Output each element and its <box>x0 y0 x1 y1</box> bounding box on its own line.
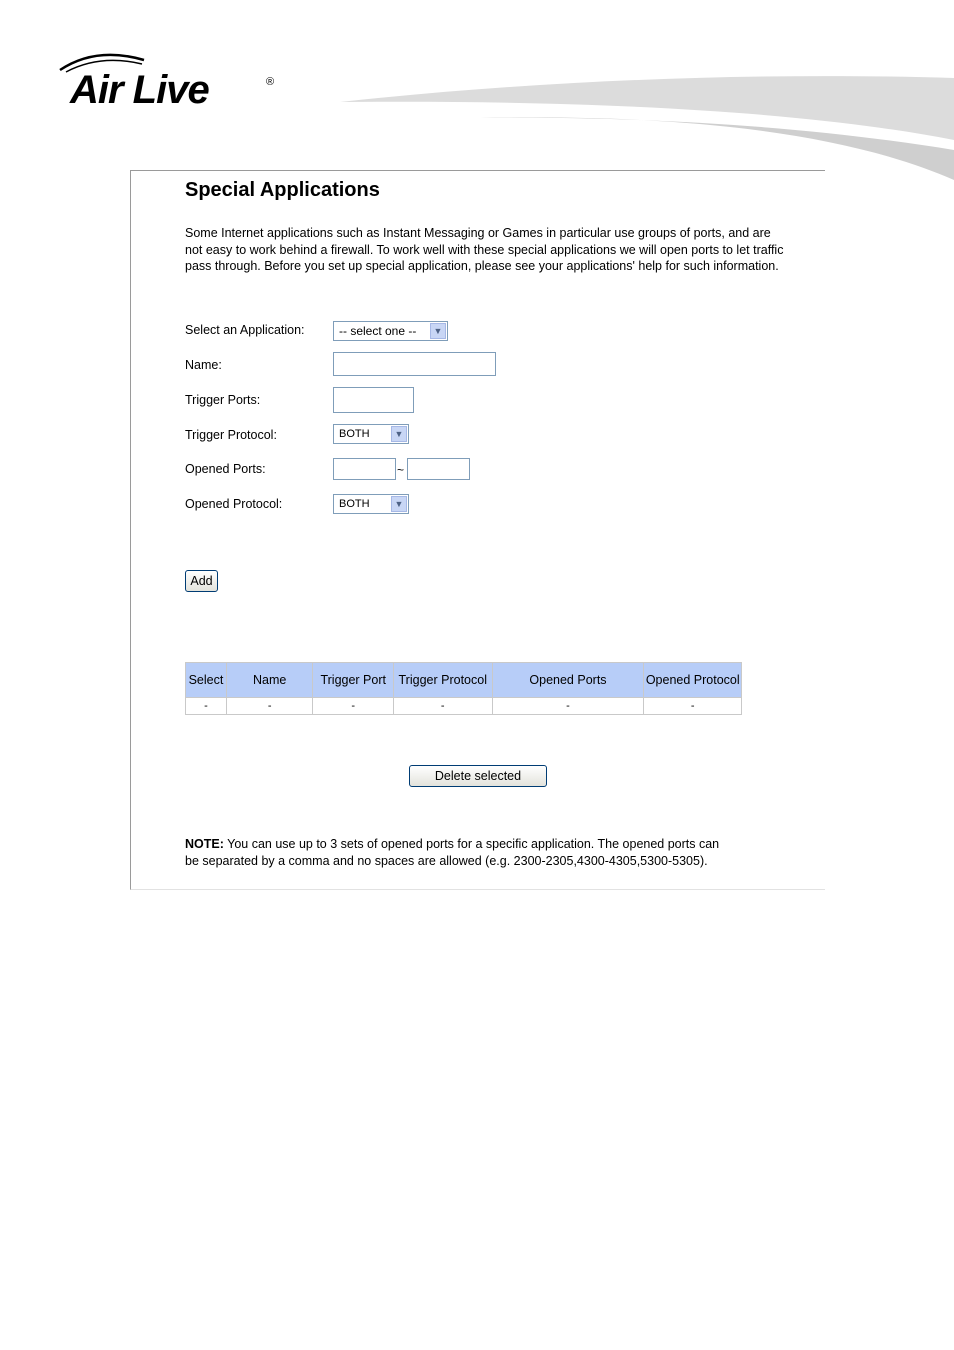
opened-ports-separator: ~ <box>397 463 405 477</box>
note-body: You can use up to 3 sets of opened ports for a specific application. The opened ports can be separated by a comma and no spaces are allowed (e.g. 2300-2305,4300-4305,5300-5305). <box>185 837 720 868</box>
table-header-row <box>186 663 742 698</box>
opened-protocol-select[interactable] <box>333 494 409 514</box>
trigger-protocol-select[interactable] <box>333 424 409 444</box>
opened-ports-to-input[interactable] <box>407 458 470 480</box>
table-cell: - <box>394 698 492 715</box>
table-cell: - <box>226 698 312 715</box>
opened-ports-label: Opened Ports: <box>185 462 266 476</box>
note-label: NOTE: <box>185 837 224 851</box>
trigger-protocol-label: Trigger Protocol: <box>185 428 277 442</box>
intro-text: Some Internet applications such as Instant Messaging or Games in particular use groups of ports, and are not easy to work behind a firewall. To work well with these special applications we will open ports to let traffic pass through. Before you set up special application, please see your applications' help for such information. <box>185 226 784 273</box>
chevron-down-icon: ▼ <box>430 323 446 339</box>
col-select: Select <box>186 663 227 698</box>
table-cell: - <box>186 698 227 715</box>
registered-mark: ® <box>266 76 275 88</box>
note-text <box>185 836 725 869</box>
trigger-ports-input[interactable] <box>333 387 414 413</box>
col-trigger-port: Trigger Port <box>313 663 394 698</box>
airlive-logo <box>56 48 286 118</box>
add-button[interactable]: Add <box>185 570 218 592</box>
col-opened-ports: Opened Ports <box>492 663 644 698</box>
col-name: Name <box>226 663 312 698</box>
application-select-value: -- select one -- <box>339 324 417 338</box>
name-input[interactable] <box>333 352 496 376</box>
chevron-down-icon: ▼ <box>391 426 407 442</box>
table-cell: - <box>492 698 644 715</box>
special-applications-panel <box>130 170 825 890</box>
page-title: Special Applications <box>185 179 380 201</box>
special-applications-table <box>185 662 742 715</box>
logo-text: Air Live <box>70 68 209 112</box>
application-label: Select an Application: <box>185 323 305 337</box>
table-row <box>186 698 742 715</box>
trigger-ports-label: Trigger Ports: <box>185 393 261 407</box>
trigger-protocol-value: BOTH <box>339 428 370 440</box>
table-cell: - <box>313 698 394 715</box>
col-trigger-protocol: Trigger Protocol <box>394 663 492 698</box>
delete-selected-button[interactable]: Delete selected <box>409 765 547 787</box>
col-opened-protocol: Opened Protocol <box>644 663 742 698</box>
chevron-down-icon: ▼ <box>391 496 407 512</box>
name-label: Name: <box>185 358 222 372</box>
opened-ports-from-input[interactable] <box>333 458 396 480</box>
table-cell: - <box>644 698 742 715</box>
opened-protocol-label: Opened Protocol: <box>185 497 283 511</box>
opened-protocol-value: BOTH <box>339 498 370 510</box>
application-select[interactable] <box>333 321 448 341</box>
